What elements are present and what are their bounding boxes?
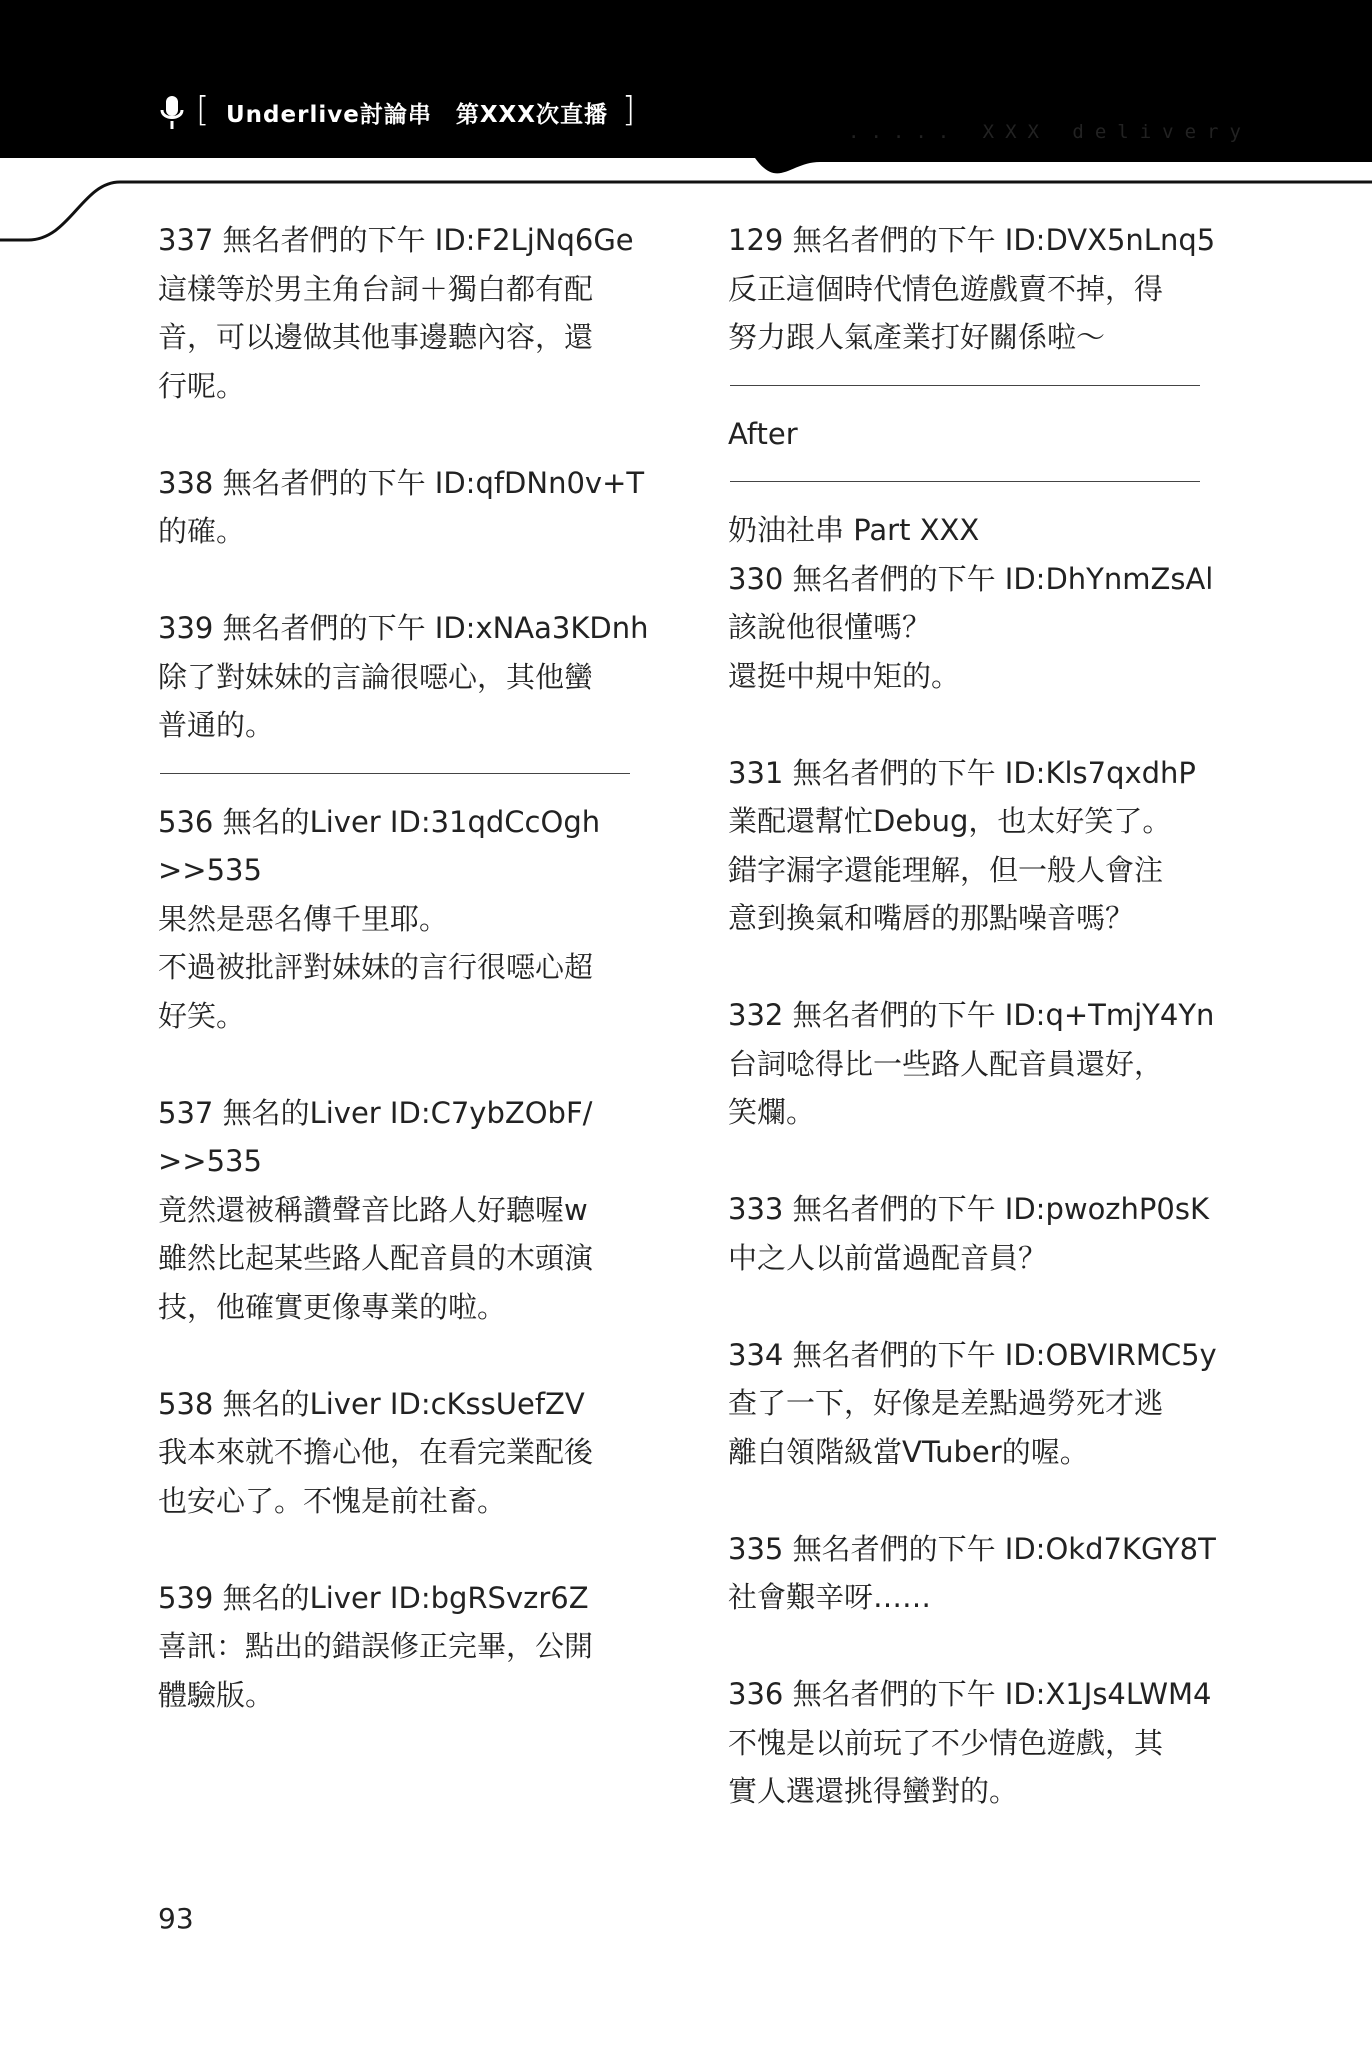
post-text: 努力跟人氣產業打好關係啦～ xyxy=(728,320,1106,354)
post-text: 喜訊：點出的錯誤修正完畢，公開 xyxy=(158,1629,594,1663)
thread-post xyxy=(158,1574,648,1720)
thread-post xyxy=(728,1331,1218,1477)
post-text: 好笑。 xyxy=(158,998,246,1033)
post-text: 笑爛。 xyxy=(728,1095,816,1129)
post-text: 該說他很懂嗎？ xyxy=(728,610,932,644)
post-text: 台詞唸得比一些路人配音員還好， xyxy=(728,1046,1164,1081)
thread-post xyxy=(728,1185,1218,1282)
post-header: 333 無名者們的下午 ID:pwozhP0sK xyxy=(728,1192,1209,1226)
post-text: 我本來就不擔心他，在看完業配後 xyxy=(158,1435,594,1469)
post-text: 業配還幫忙Debug，也太好笑了。 xyxy=(728,804,1172,838)
post-header: 339 無名者們的下午 ID:xNAa3KDnh xyxy=(158,611,649,645)
thread-post xyxy=(728,506,1218,700)
post-gap xyxy=(158,1040,648,1089)
post-text: 查了一下，好像是差點過勞死才逃 xyxy=(728,1386,1164,1420)
post-text: 意到換氣和嘴唇的那點噪音嗎？ xyxy=(728,901,1135,935)
post-header: 536 無名的Liver ID:31qdCcOgh xyxy=(158,804,601,839)
post-text: 音，可以邊做其他事邊聽內容，還 xyxy=(158,320,594,354)
post-text: 體驗版。 xyxy=(158,1677,275,1712)
thread-post xyxy=(728,1525,1218,1622)
header-bracket-open: [ xyxy=(196,90,210,130)
post-header: 337 無名者們的下午 ID:F2LjNq6Ge xyxy=(158,223,634,257)
post-text: >>535 xyxy=(158,1144,262,1178)
post-header: 129 無名者們的下午 ID:DVX5nLnq5 xyxy=(728,223,1216,257)
post-text: 社會艱辛呀…… xyxy=(728,1580,932,1614)
header-bracket-close: ] xyxy=(622,90,636,130)
thread-post xyxy=(728,749,1218,943)
post-header: 334 無名者們的下午 ID:OBVIRMC5y xyxy=(728,1337,1217,1372)
post-gap xyxy=(728,700,1218,749)
post-header: 537 無名的Liver ID:C7ybZObF/ xyxy=(158,1095,593,1130)
microphone-icon xyxy=(158,94,186,136)
thread-post xyxy=(158,459,648,556)
post-text: 除了對妹妹的言論很噁心，其他蠻 xyxy=(158,659,594,694)
thread-post xyxy=(728,1670,1218,1816)
post-gap xyxy=(728,1137,1218,1186)
post-text: 也安心了。不愧是前社畜。 xyxy=(158,1483,507,1518)
header-title: Underlive討論串 第XXX次直播 xyxy=(226,102,609,128)
post-header: 539 無名的Liver ID:bgRSvzr6Z xyxy=(158,1580,589,1615)
post-gap xyxy=(158,410,648,459)
post-text: 普通的。 xyxy=(158,708,275,742)
post-text: 330 無名者們的下午 ID:DhYnmZsAl xyxy=(728,561,1214,596)
thread-post xyxy=(158,604,648,750)
post-text: 還挺中規中矩的。 xyxy=(728,658,961,693)
post-text: 技，他確實更像專業的啦。 xyxy=(158,1289,507,1324)
post-gap xyxy=(158,1331,648,1380)
page-number: 93 xyxy=(158,1902,194,1935)
post-gap xyxy=(158,1525,648,1574)
post-header: 奶油社串 Part XXX xyxy=(728,513,980,547)
thread-post xyxy=(158,1089,648,1332)
post-text: 行呢。 xyxy=(158,368,246,403)
post-text: 這樣等於男主角台詞＋獨白都有配 xyxy=(158,271,594,306)
post-header: 331 無名者們的下午 ID:Kls7qxdhP xyxy=(728,755,1196,790)
thread-post xyxy=(158,216,648,410)
post-text: 果然是惡名傳千里耶。 xyxy=(158,901,449,936)
thread-post xyxy=(158,798,648,1041)
post-gap xyxy=(158,556,648,605)
section-divider xyxy=(730,481,1200,482)
post-text: 的確。 xyxy=(158,514,246,548)
post-text: After xyxy=(728,416,798,451)
post-text: 雖然比起某些路人配音員的木頭演 xyxy=(158,1241,594,1275)
post-text: 離白領階級當VTuber的喔。 xyxy=(728,1434,1089,1469)
post-gap xyxy=(728,1622,1218,1671)
section-heading xyxy=(728,410,1218,459)
post-header: 332 無名者們的下午 ID:q+TmjY4Yn xyxy=(728,998,1215,1032)
section-divider xyxy=(160,773,630,774)
post-header: 336 無名者們的下午 ID:X1Js4LWM4 xyxy=(728,1677,1212,1711)
post-text: 不過被批評對妹妹的言行很噁心超 xyxy=(158,950,594,984)
post-gap xyxy=(728,1476,1218,1525)
post-header: 338 無名者們的下午 ID:qfDNn0v+T xyxy=(158,465,645,500)
thread-post xyxy=(728,991,1218,1137)
post-text: 錯字漏字還能理解，但一般人會注 xyxy=(728,852,1164,887)
post-header: 335 無名者們的下午 ID:Okd7KGY8T xyxy=(728,1531,1216,1566)
post-gap xyxy=(728,943,1218,992)
left-column xyxy=(158,216,648,1719)
right-column xyxy=(728,216,1218,1816)
thread-post xyxy=(728,216,1218,362)
header-subtitle: ..... XXX delivery xyxy=(848,121,1252,143)
post-header: 538 無名的Liver ID:cKssUefZV xyxy=(158,1386,585,1421)
post-text: >>535 xyxy=(158,853,262,887)
post-text: 實人選還挑得蠻對的。 xyxy=(728,1774,1019,1808)
post-text: 不愧是以前玩了不少情色遊戲，其 xyxy=(728,1725,1164,1760)
section-divider xyxy=(730,385,1200,386)
thread-post xyxy=(158,1380,648,1526)
post-text: 中之人以前當過配音員？ xyxy=(728,1240,1048,1275)
post-gap xyxy=(728,1282,1218,1331)
post-text: 反正這個時代情色遊戲賣不掉，得 xyxy=(728,271,1164,306)
post-text: 竟然還被稱讚聲音比路人好聽喔w xyxy=(158,1192,588,1227)
